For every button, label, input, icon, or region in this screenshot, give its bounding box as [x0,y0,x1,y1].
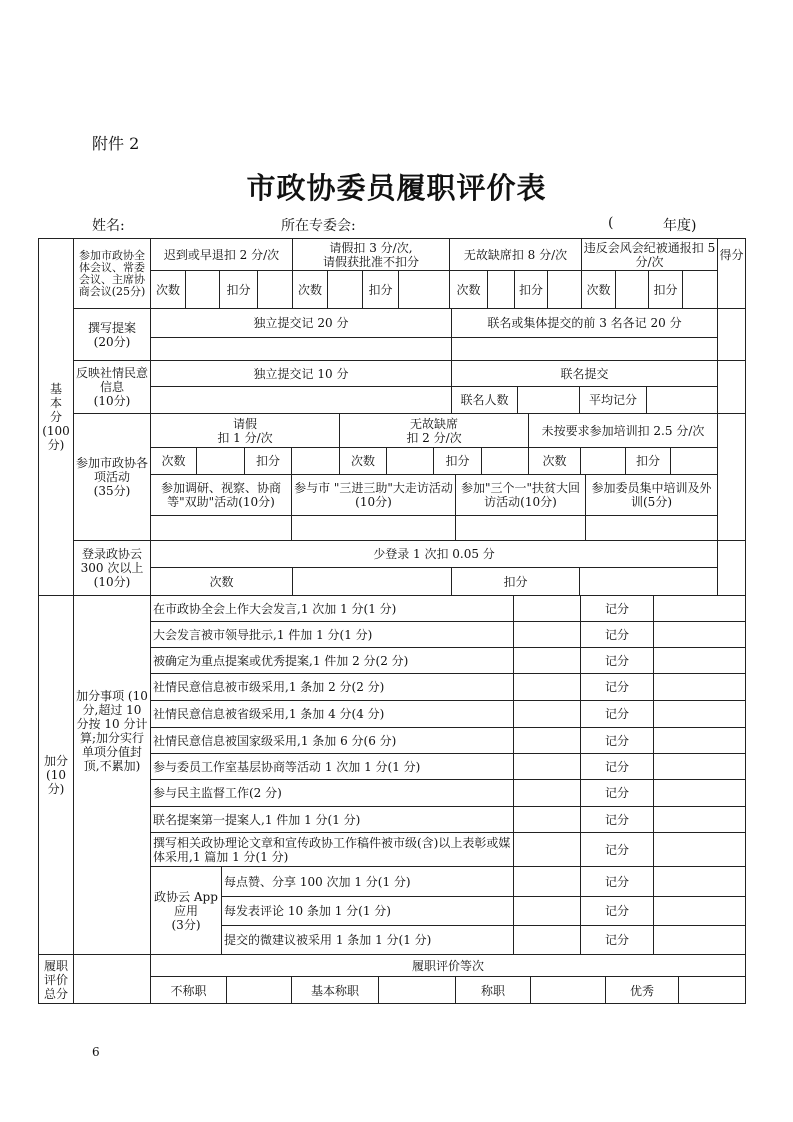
info-independent-rule: 独立提交记 10 分 [253,366,349,381]
bonus-item: 参与委员工作室基层协商等活动 1 次加 1 分(1 分) [153,759,421,774]
grade-unqualified: 不称职 [170,983,207,998]
record-label: 记分 [604,733,629,748]
info-label: 反映社情民意信息 (10分) [75,366,148,408]
attachment-label: 附件 2 [92,134,140,153]
count-label: 次数 [161,454,186,468]
page-number: 6 [92,1045,100,1059]
committee-label: 所在专委会: [281,218,356,234]
bonus-item: 在市政协全会上作大会发言,1 次加 1 分(1 分) [153,601,397,616]
count-label: 次数 [297,282,322,297]
cloud-login-rule: 少登录 1 次扣 0.05 分 [373,547,495,561]
app-usage-label: 政协云 App 应用 (3分) [154,889,218,932]
total-category-label: 履职 评价 总分 [43,958,68,1001]
deduct-label: 扣分 [503,574,528,589]
bonus-item: 被确定为重点提案或优秀提案,1 件加 2 分(2 分) [153,653,409,668]
count-label: 次数 [155,282,180,297]
bonus-item: 联名提案第一提案人,1 件加 1 分(1 分) [153,812,361,827]
count-label: 次数 [350,454,375,468]
meetings-absent-rule: 无故缺席扣 8 分/次 [463,247,568,262]
count-label: 次数 [586,282,611,297]
bonus-item: 社情民意信息被国家级采用,1 条加 6 分(6 分) [153,733,397,748]
deduct-label: 扣分 [255,454,280,468]
app-item: 提交的微建议被采用 1 条加 1 分(1 分) [224,933,432,947]
record-label: 记分 [604,874,629,889]
record-label: 记分 [604,842,629,857]
count-label: 次数 [456,282,481,297]
record-label: 记分 [604,627,629,642]
bonus-item: 社情民意信息被省级采用,1 条加 4 分(4 分) [153,707,385,721]
joint-count-label: 联名人数 [460,393,509,407]
activities-leave-rule: 请假 扣 1 分/次 [217,416,273,445]
bonus-category-label: 加分 (10分) [43,754,68,796]
record-label: 记分 [604,653,629,668]
info-joint-rule: 联名提交 [560,366,609,381]
activities-absent-rule: 无故缺席 扣 2 分/次 [406,416,462,445]
meetings-leave-rule: 请假扣 3 分/次, 请假获批准不扣分 [322,240,419,269]
bonus-item: 大会发言被市领导批示,1 件加 1 分(1 分) [153,627,373,642]
bonus-item: 撰写相关政协理论文章和宣传政协工作稿件被市级(含)以上表彰或媒体采用,1 篇加 1 分(1 分) [153,835,511,864]
app-item: 每点赞、分享 100 次加 1 分(1 分) [224,874,411,889]
app-item: 每发表评论 10 条加 1 分(1 分) [224,904,391,918]
record-label: 记分 [604,601,629,616]
grade-title: 履职评价等次 [411,958,484,973]
deduct-label: 扣分 [653,282,678,297]
score-column-header: 得分 [719,247,744,262]
meetings-label: 参加市政协全体会议、常委会议、主席协商会议(25分) [78,248,146,298]
bonus-item: 社情民意信息被市级采用,1 条加 2 分(2 分) [153,680,385,694]
meetings-violation-rule: 违反会风会纪被通报扣 5 分/次 [583,240,716,269]
record-label: 记分 [604,759,629,774]
activity-training: 参加委员集中培训及外训(5分) [591,481,712,509]
deduct-label: 扣分 [635,454,660,468]
proposals-label: 撰写提案 (20分) [87,320,136,349]
record-label: 记分 [604,812,629,827]
basic-category-label: 基 本 分 (100分) [42,382,70,452]
activities-label: 参加市政协各项活动 (35分) [75,456,148,498]
deduct-label: 扣分 [518,282,543,297]
record-label: 记分 [604,786,629,800]
deduct-label: 扣分 [368,282,393,297]
page-title: 市政协委员履职评价表 [246,171,547,205]
activity-research: 参加调研、视察、协商等"双助"活动(10分) [160,481,281,509]
deduct-label: 扣分 [445,454,470,468]
year-label: 年度) [663,218,697,234]
record-label: 记分 [604,904,629,918]
grade-qualified: 称职 [480,983,505,998]
count-label: 次数 [209,574,234,589]
average-score-label: 平均记分 [588,393,637,407]
grade-basic: 基本称职 [310,983,359,998]
proposals-joint-rule: 联名或集体提交的前 3 名各记 20 分 [487,316,682,330]
record-label: 记分 [604,707,629,721]
bonus-item: 参与民主监督工作(2 分) [153,786,282,800]
cloud-login-label: 登录政协云 300 次以上 (10分) [80,547,144,589]
activities-training-rule: 未按要求参加培训扣 2.5 分/次 [541,423,705,438]
year-open: ( [608,215,614,231]
bonus-items-label: 加分事项 (10分,超过 10 分按 10 分计算;加分实行单项分值封顶,不累加) [76,689,148,773]
count-label: 次数 [542,454,567,468]
name-label: 姓名: [92,218,125,234]
grade-excellent: 优秀 [629,983,654,998]
proposals-independent-rule: 独立提交记 20 分 [253,316,349,330]
record-label: 记分 [604,680,629,694]
activity-poverty: 参加"三个一"扶贫大回访活动(10分) [460,481,581,509]
record-label: 记分 [604,933,629,947]
activity-visits: 参与市 "三进三助"大走访活动(10分) [294,481,453,509]
meetings-late-rule: 迟到或早退扣 2 分/次 [163,247,280,262]
deduct-label: 扣分 [226,282,251,297]
